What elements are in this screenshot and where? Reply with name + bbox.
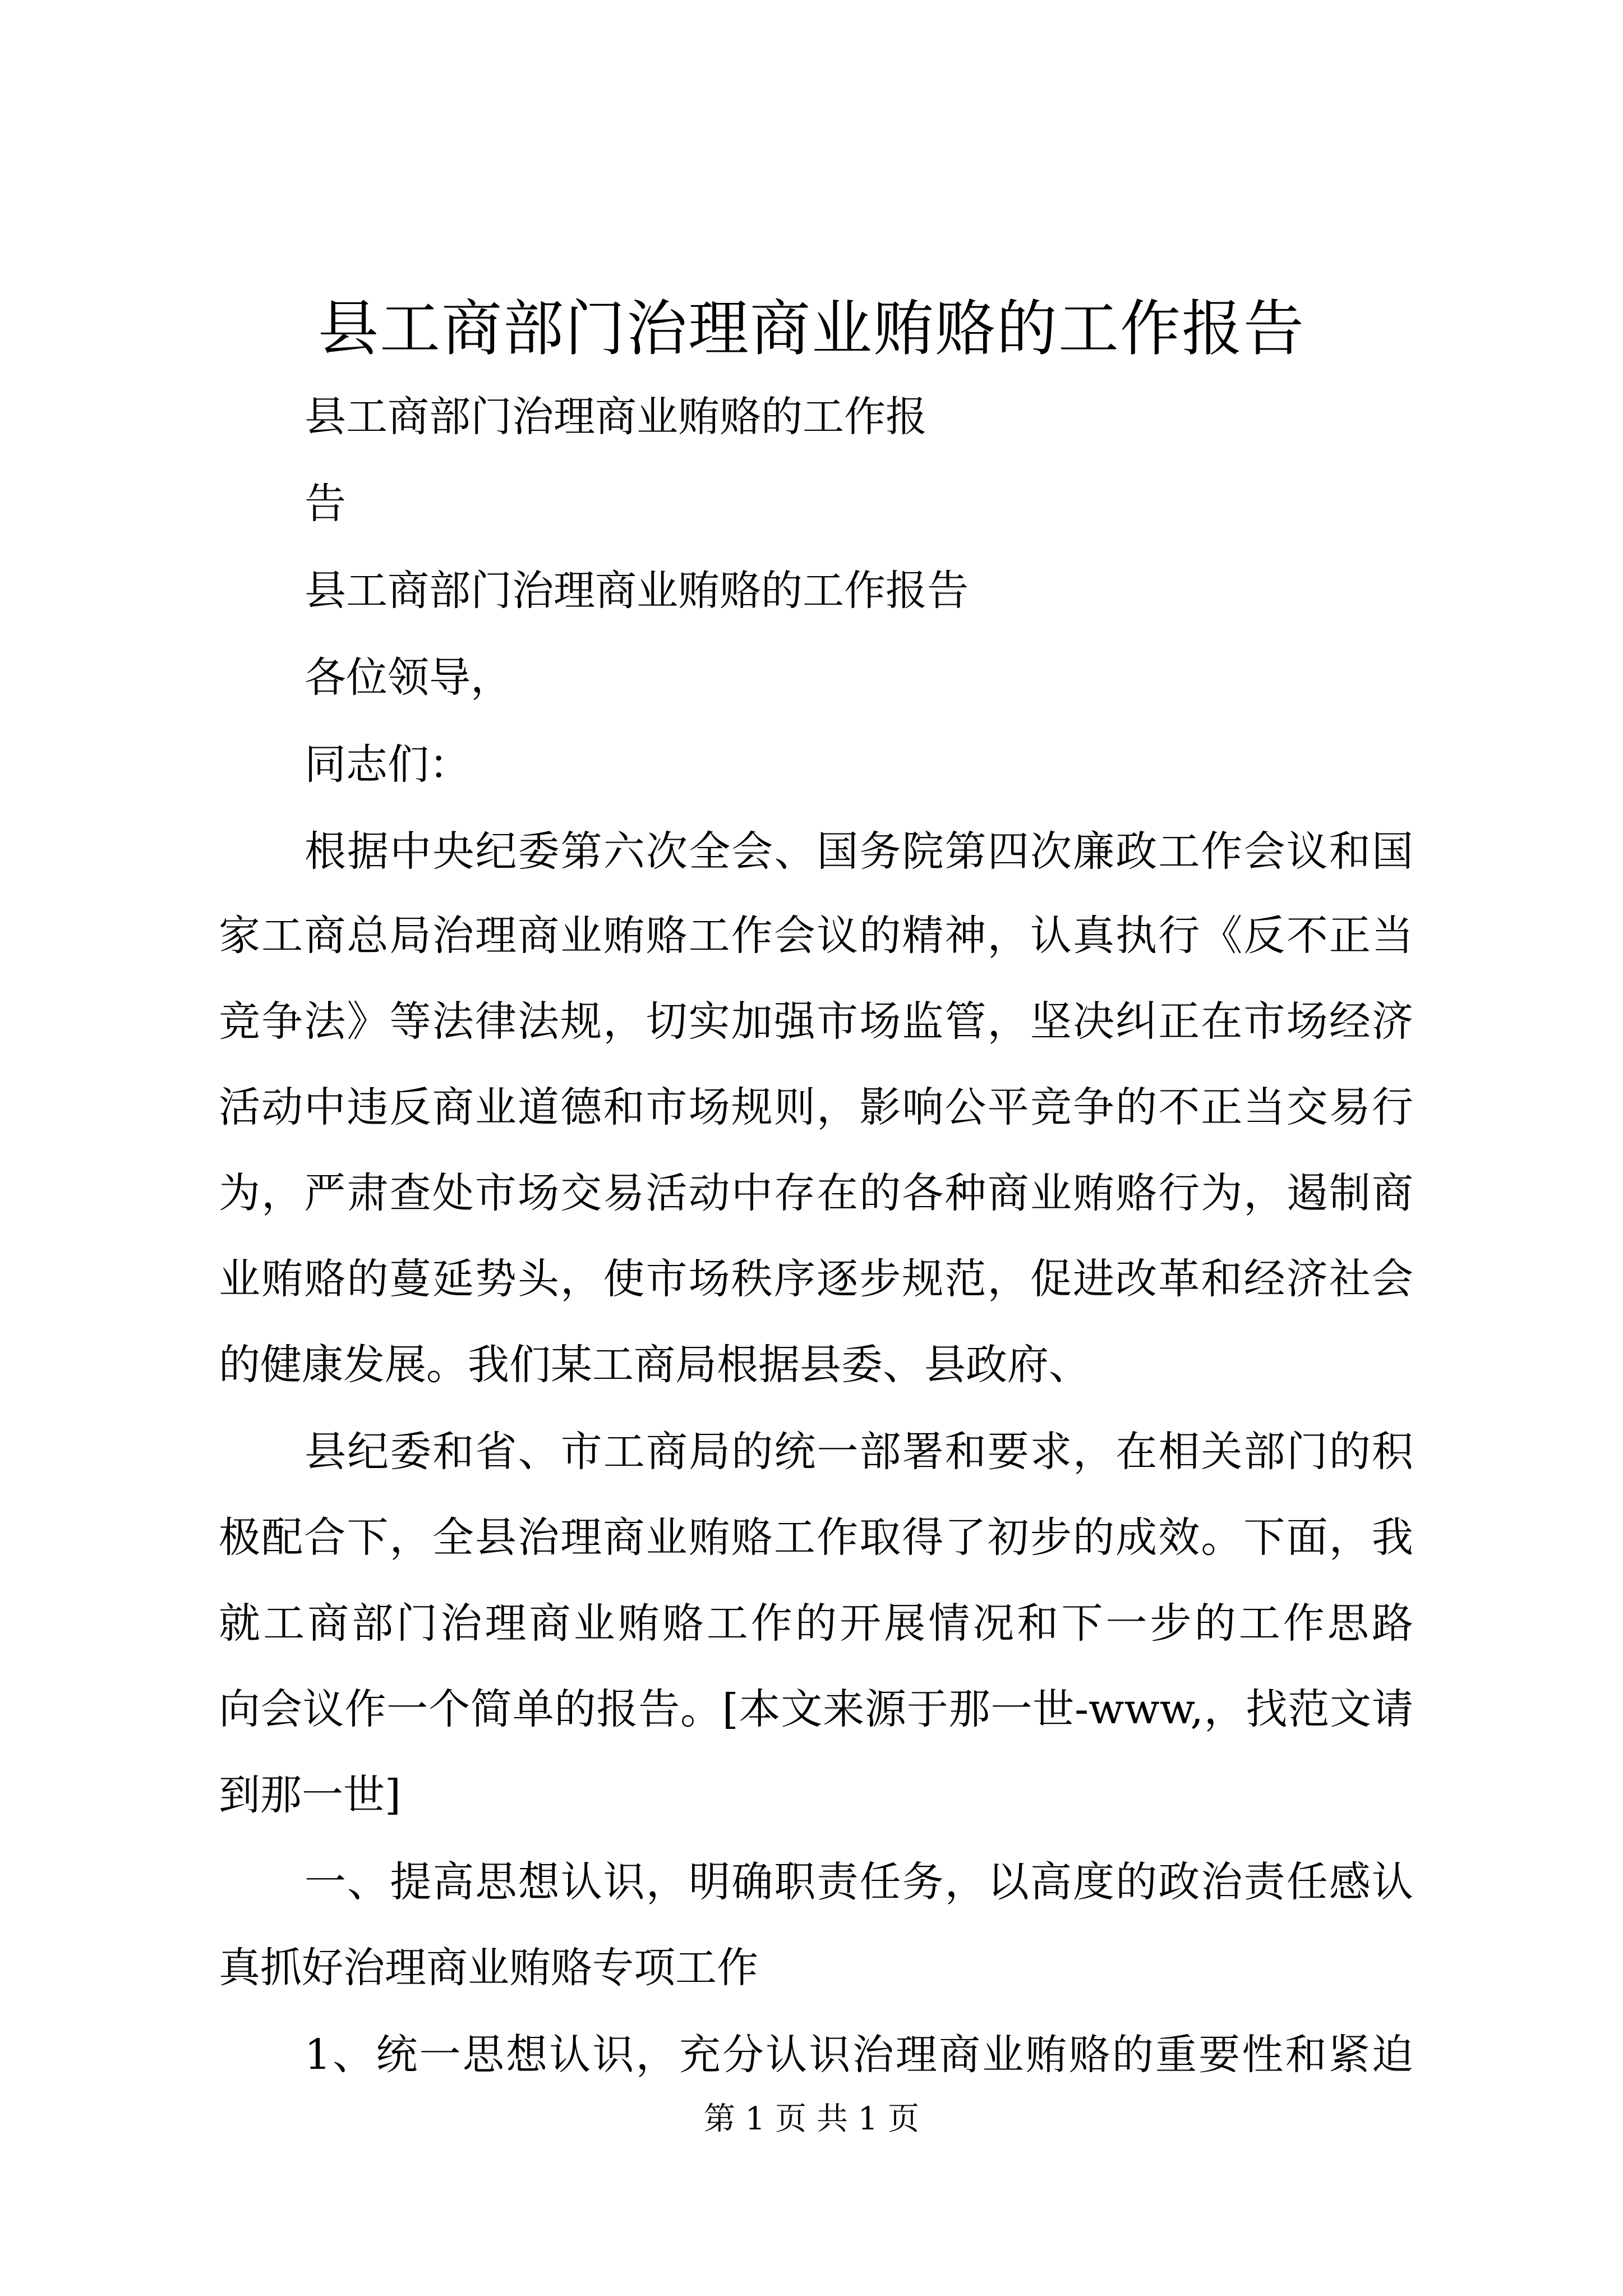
paragraph-line bbox=[219, 1678, 1413, 1740]
paragraph-line bbox=[219, 1507, 1413, 1568]
paragraph-line-text: 竞争法》等法律法规，切实加强市场监管，坚决纠正在市场经济 bbox=[219, 997, 1413, 1046]
text-line: 县工商部门治理商业贿赂的工作报告 bbox=[305, 567, 969, 615]
section-heading-line bbox=[305, 1851, 1413, 1913]
paragraph-line-text: 为，严肃查处市场交易活动中存在的各种商业贿赂行为，遏制商 bbox=[219, 1169, 1413, 1217]
paragraph-line-text: 1、统一思想认识，充分认识治理商业贿赂的重要性和紧迫 bbox=[305, 2031, 1413, 2079]
text-line: 告 bbox=[305, 480, 346, 528]
section-heading-line: 真抓好治理商业贿赂专项工作 bbox=[219, 1944, 758, 1992]
paragraph-line bbox=[305, 821, 1413, 882]
paragraph-line bbox=[219, 1076, 1413, 1138]
paragraph-line bbox=[219, 991, 1413, 1052]
paragraph-line-text: 活动中违反商业道德和市场规则，影响公平竞争的不正当交易行 bbox=[219, 1083, 1413, 1131]
paragraph-line-text: 就工商部门治理商业贿赂工作的开展情况和下一步的工作思路 bbox=[219, 1599, 1413, 1648]
paragraph-line-text: 向会议作一个简单的报告。[本文来源于那一世-www,，找范文请 bbox=[219, 1685, 1413, 1733]
paragraph-line-text: 县纪委和省、市工商局的统一部署和要求，在相关部门的积 bbox=[305, 1428, 1413, 1476]
paragraph-line-text: 极配合下，全县治理商业贿赂工作取得了初步的成效。下面，我 bbox=[219, 1513, 1413, 1562]
paragraph-line bbox=[305, 1421, 1413, 1483]
paragraph-line bbox=[219, 905, 1413, 967]
paragraph-line bbox=[305, 2024, 1413, 2086]
paragraph-line-text: 业贿赂的蔓延势头，使市场秩序逐步规范，促进改革和经济社会 bbox=[219, 1255, 1413, 1303]
paragraph-line-text: 家工商总局治理商业贿赂工作会议的精神，认真执行《反不正当 bbox=[219, 912, 1413, 960]
text-line: 同志们： bbox=[305, 740, 471, 789]
paragraph-line bbox=[219, 1162, 1413, 1224]
section-heading-text: 一、提高思想认识，明确职责任务，以高度的政治责任感认 bbox=[305, 1858, 1413, 1906]
paragraph-line-text: 根据中央纪委第六次全会、国务院第四次廉政工作会议和国 bbox=[305, 827, 1413, 876]
paragraph-line bbox=[219, 1248, 1413, 1310]
paragraph-line: 的健康发展。我们某工商局根据县委、县政府、 bbox=[219, 1341, 1090, 1389]
text-line: 县工商部门治理商业贿赂的工作报 bbox=[305, 393, 927, 441]
page-footer: 第 1 页 共 1 页 bbox=[703, 2101, 920, 2137]
document-title: 县工商部门治理商业贿赂的工作报告 bbox=[317, 294, 1305, 364]
paragraph-line bbox=[219, 1593, 1413, 1654]
text-line: 各位领导， bbox=[305, 654, 512, 702]
paragraph-line: 到那一世] bbox=[219, 1771, 401, 1819]
